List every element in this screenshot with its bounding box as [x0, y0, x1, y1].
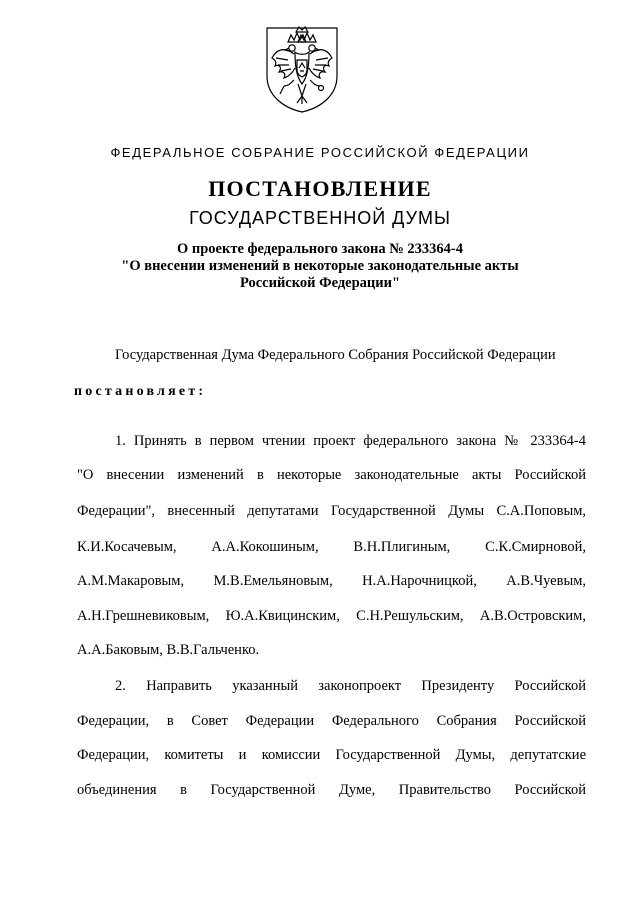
paragraph-2-line: объединения в Государственной Думе, Правительство Российской	[77, 782, 586, 798]
paragraph-2-line: Федерации, в Совет Федерации Федерального Собрания Российской	[77, 713, 586, 729]
paragraph-1-line: А.А.Баковым, В.В.Гальченко.	[77, 642, 260, 658]
subject-line-2: "О внесении изменений в некоторые законодательные акты	[121, 258, 519, 274]
issuer-heading: ГОСУДАРСТВЕННОЙ ДУМЫ	[189, 208, 451, 228]
paragraph-1-line: "О внесении изменений в некоторые законодательные акты Российской	[77, 467, 586, 483]
paragraph-2-line: Федерации, комитеты и комиссии Государственной Думы, депутатские	[77, 747, 586, 763]
russian-coat-of-arms-icon	[264, 24, 340, 114]
paragraph-1-line: А.М.Макаровым, М.В.Емельяновым, Н.А.Нарочницкой, А.В.Чуевым,	[77, 573, 586, 589]
paragraph-2-line: 2. Направить указанный законопроект Президенту Российской	[115, 678, 586, 694]
assembly-title: ФЕДЕРАЛЬНОЕ СОБРАНИЕ РОССИЙСКОЙ ФЕДЕРАЦИИ	[110, 145, 530, 160]
paragraph-1-line: К.И.Косачевым, А.А.Кокошиным, В.Н.Плигиным, С.К.Смирновой,	[77, 539, 586, 555]
preamble-text: Государственная Дума Федерального Собрания Российской Федерации	[115, 347, 556, 363]
paragraph-1-line: А.Н.Грешневиковым, Ю.А.Квицинским, С.Н.Решульским, А.В.Островским,	[77, 608, 586, 624]
document-type-heading: ПОСТАНОВЛЕНИЕ	[208, 176, 432, 201]
paragraph-1-line: Федерации", внесенный депутатами Государственной Думы С.А.Поповым,	[77, 503, 586, 519]
subject-line-3: Российской Федерации"	[239, 275, 401, 291]
subject-line-1: О проекте федерального закона № 233364-4	[176, 241, 464, 257]
paragraph-1-line: 1. Принять в первом чтении проект федерального закона № 233364-4	[115, 433, 586, 449]
resolution-verb: постановляет:	[74, 384, 207, 399]
